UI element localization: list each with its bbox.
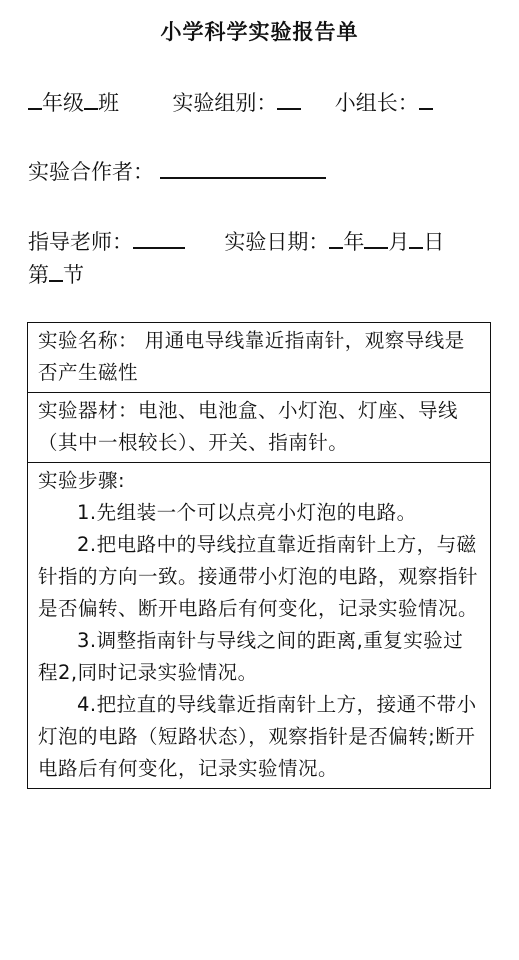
- name-row: [28, 323, 491, 393]
- teacher-label: 指导老师：: [28, 230, 133, 254]
- month-blank[interactable]: [364, 225, 388, 249]
- grade-label: 年级: [42, 91, 84, 115]
- partner-label: 实验合作者：: [28, 160, 154, 184]
- group-label: 实验组别：: [172, 91, 278, 115]
- experiment-steps: [28, 463, 491, 789]
- step-item: 4.把拉直的导线靠近指南针上方，接通不带小灯泡的电路（短路状态），观察指针是否偏转;断开电路后有何变化，记录实验情况。: [38, 693, 477, 780]
- step-item: 1.先组装一个可以点亮小灯泡的电路。: [77, 501, 417, 524]
- partner-row: [28, 155, 326, 188]
- month-label: 月: [388, 230, 410, 254]
- materials-row: [28, 393, 491, 463]
- year-blank[interactable]: [329, 225, 343, 249]
- section-blank[interactable]: [49, 258, 63, 282]
- leader-label: 小组长：: [334, 91, 419, 115]
- day-label: 日: [423, 230, 445, 254]
- class-blank[interactable]: [84, 86, 98, 110]
- experiment-materials: 实验器材：电池、电池盒、小灯泡、灯座、导线（其中一根较长）、开关、指南针。: [28, 393, 491, 463]
- date-label: 实验日期：: [224, 230, 330, 254]
- steps-row: [28, 463, 491, 789]
- teacher-date-row: [28, 225, 444, 258]
- grade-blank[interactable]: [28, 86, 42, 110]
- partner-blank[interactable]: [160, 155, 326, 179]
- grade-class-row: [28, 86, 433, 119]
- leader-blank[interactable]: [419, 86, 433, 110]
- day-blank[interactable]: [409, 225, 423, 249]
- section-label: 节: [63, 263, 84, 287]
- steps-label: 实验步骤:: [38, 469, 126, 492]
- step-item: 2.把电路中的导线拉直靠近指南针上方，与磁针指的方向一致。接通带小灯泡的电路，观察指针是否偏转、断开电路后有何变化，记录实验情况。: [38, 533, 479, 620]
- section-prefix: 第: [28, 263, 49, 287]
- page-title: 小学科学实验报告单: [160, 20, 359, 44]
- year-label: 年: [343, 230, 365, 254]
- step-item: 3.调整指南针与导线之间的距离,重复实验过程2,同时记录实验情况。: [38, 629, 464, 684]
- class-label: 班: [98, 91, 119, 115]
- report-table: [27, 322, 491, 789]
- experiment-name: 实验名称： 用通电导线靠近指南针，观察导线是否产生磁性: [28, 323, 491, 393]
- section-row: [28, 258, 84, 291]
- group-blank[interactable]: [277, 86, 301, 110]
- teacher-blank[interactable]: [133, 225, 185, 249]
